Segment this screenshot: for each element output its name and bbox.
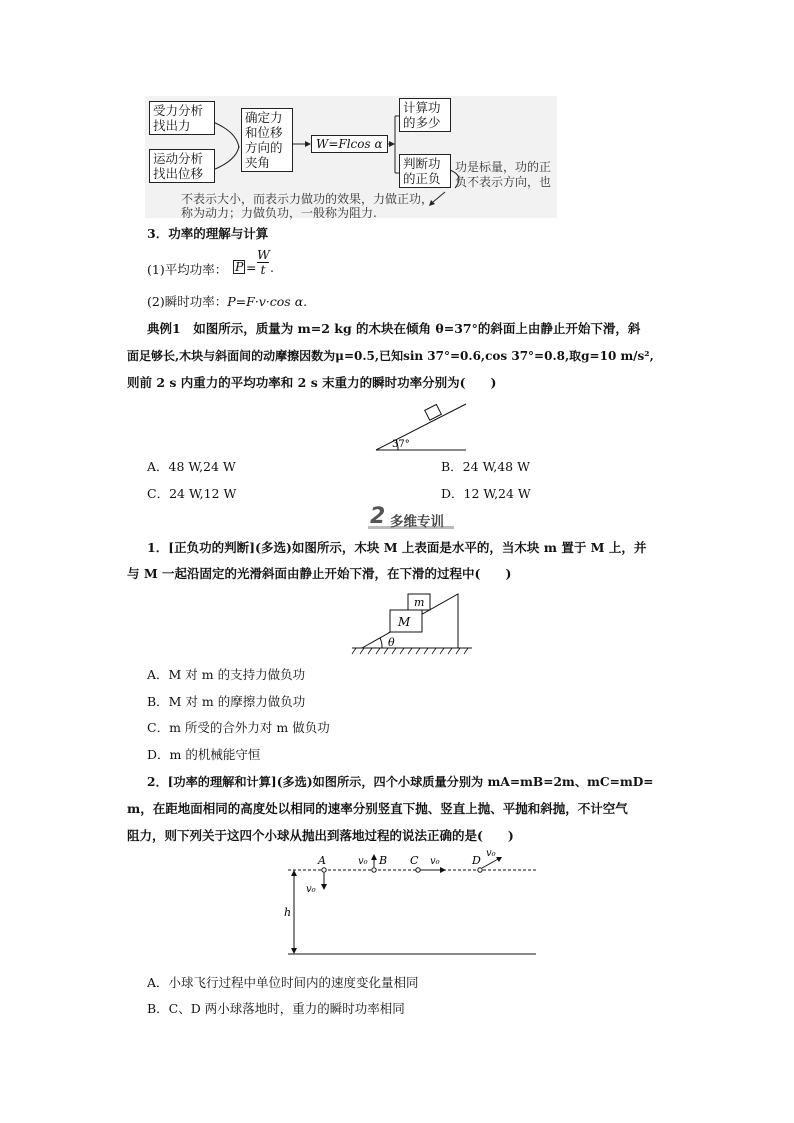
banner-title: 多维专训 [390,514,444,530]
label-big-M: M [398,615,411,629]
box-judge-sign [399,154,451,188]
example1-option-a: A．48 W,24 W [147,459,236,474]
avg-power-numerator: W [257,247,270,262]
box-angle-line-2: 和位移 [245,125,283,140]
projectile-figure [280,848,540,960]
q2-line-1: 2．[功率的理解和计算](多选)如图所示，四个小球质量分别为 mA=mB=2m、mC=mD= [147,775,654,789]
box-angle-line-4: 夹角 [245,155,271,170]
avg-power-denominator: t [260,262,266,277]
incline-figure-1 [370,402,470,454]
label-theta: θ [388,636,395,649]
note-right-line-2: 负不表示方向，也 [455,175,552,189]
incline-figure-2 [348,590,478,656]
q1-option-c: C．m 所受的合外力对 m 做负功 [147,720,330,735]
incline-angle-label: 37° [392,439,410,450]
q1-option-d: D．m 的机械能守恒 [147,747,261,762]
box-force-analysis [149,101,215,135]
note-right-line-1: 功是标量，功的正 [455,160,552,174]
label-v0-A: v₀ [306,884,316,895]
q1-option-b: B．M 对 m 的摩擦力做负功 [147,694,306,709]
banner-number: 2 [370,504,386,529]
q2-option-a: A．小球飞行过程中单位时间内的速度变化量相同 [147,975,419,990]
instant-power-formula: P=F·v·cos α. [227,294,308,309]
label-ball-D: D [472,854,481,867]
example1-line-2: 面足够长,木块与斜面间的动摩擦因数为μ=0.5,已知sin 37°=0.6,cos 37°=0.8,取g=10 m/s², [127,349,654,363]
box-calc-line-2: 的多少 [403,115,441,130]
box-motion-analysis [149,149,215,183]
flow-diagram [145,96,557,218]
q2-option-b: B．C、D 两小球落地时，重力的瞬时功率相同 [147,1001,405,1016]
section-banner [368,504,456,530]
formula-work: W=Flcos α [311,135,388,153]
q1-line-2: 与 M 一起沿固定的光滑斜面由静止开始下滑，在下滑的过程中( ) [127,566,512,581]
box-force-line-2: 找出力 [153,118,191,133]
note-bottom-2: 称为动力；力做负功，一般称为阻力. [181,206,377,220]
instant-power-row [147,294,307,310]
label-v0-B: v₀ [358,856,368,867]
label-h: h [284,906,292,919]
q2-line-3: 阻力，则下列关于这四个小球从抛出到落地过程的说法正确的是( ) [127,828,514,843]
box-angle-line-3: 方向的 [245,140,283,155]
box-angle [241,108,293,172]
box-motion-line-2: 找出位移 [153,166,204,181]
box-angle-line-1: 确定力 [245,110,283,125]
example1-line-3: 则前 2 s 内重力的平均功率和 2 s 末重力的瞬时功率分别为( ) [127,375,497,390]
box-calc-work [399,98,451,132]
q1-option-a: A．M 对 m 的支持力做负功 [147,667,306,682]
box-force-line-1: 受力分析 [153,103,204,118]
q2-line-2: m，在距地面相同的高度处以相同的速率分别竖直下抛、竖直上抛、平抛和斜抛，不计空气 [127,801,628,816]
box-judge-line-1: 判断功 [403,156,441,171]
label-v0-D: v₀ [486,848,496,859]
box-motion-line-1: 运动分析 [153,151,204,166]
avg-power-fraction [257,248,269,277]
avg-power-period: . [270,260,274,275]
avg-power-equals: = [246,260,257,275]
label-ball-A: A [318,854,326,867]
label-small-m: m [414,596,425,609]
example1-option-d: D．12 W,24 W [441,486,531,501]
note-right [455,160,551,190]
example1-line-1: 典例1 如图所示，质量为 m=2 kg 的木块在倾角 θ=37°的斜面上由静止开始下滑，斜 [147,321,641,336]
example1-option-c: C．24 W,12 W [147,486,237,501]
example1-option-b: B．24 W,48 W [441,459,530,474]
q1-line-1: 1．[正负功的判断](多选)如图所示，木块 M 上表面是水平的，当木块 m 置于 M 上，并 [147,540,647,555]
label-ball-C: C [410,854,419,867]
note-bottom-1: 不表示大小，而表示力做功的效果，力做正功， [181,192,434,206]
avg-power-symbol: P [235,259,244,274]
box-judge-line-2: 的正负 [403,171,441,186]
instant-power-label: (2)瞬时功率： [147,294,228,309]
section3-heading: 3．功率的理解与计算 [147,226,269,241]
box-calc-line-1: 计算功 [403,100,441,115]
label-v0-C: v₀ [430,856,440,867]
label-ball-B: B [379,854,388,867]
avg-power-label: (1)平均功率： [147,262,228,277]
